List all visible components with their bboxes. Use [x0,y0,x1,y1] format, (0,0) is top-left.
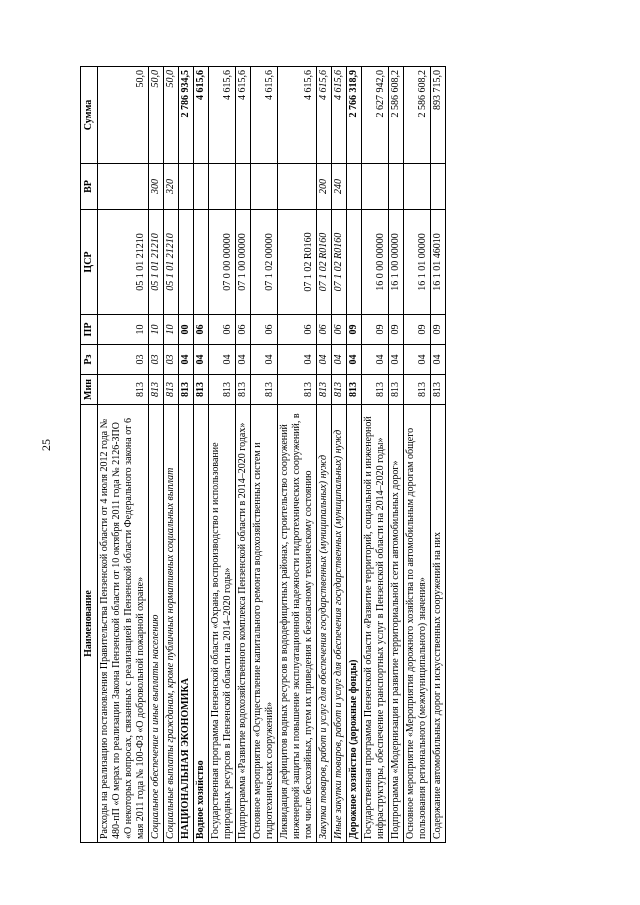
cell-min: 813 [347,375,362,405]
cell-sum: 2 627 942,0 [362,67,389,164]
cell-rz: 04 [209,345,236,375]
budget-table [80,66,446,843]
header-pr: ПР [81,315,98,345]
cell-pr: 06 [332,315,347,345]
cell-vr: 240 [332,164,347,210]
cell-name: Иные закупки товаров, работ и услуг для обеспечения государственных (муниципальных) нужд [332,405,347,843]
cell-sum: 893 715,0 [431,67,446,164]
table-row [194,67,209,843]
cell-pr: 09 [347,315,362,345]
table-row [389,67,404,843]
header-rz: Рз [81,345,98,375]
cell-name: Подпрограмма «Развитие водохозяйственного комплекса Пензенской области в 2014–2020 годах» [236,405,251,843]
cell-name: Основное мероприятие «Мероприятия дорожного хозяйства по автомобильным дорогам общего пользования регионального (межмуниципального) значения» [404,405,431,843]
cell-vr [179,164,194,210]
table-row [209,67,236,843]
cell-name: Основное мероприятие «Осуществление капитального ремонта водохозяйственных систем и гидротехнических сооружений» [251,405,278,843]
cell-name: Водное хозяйство [194,405,209,843]
cell-vr [278,164,317,210]
cell-csr: 16 1 01 00000 [404,210,431,315]
cell-min: 813 [431,375,446,405]
cell-sum: 4 615,6 [236,67,251,164]
cell-name: Содержание автомобильных дорог и искусственных сооружений на них [431,405,446,843]
header-vr: ВР [81,164,98,210]
cell-min: 813 [179,375,194,405]
cell-rz: 04 [431,345,446,375]
cell-name: Государственная программа Пензенской области «Охрана, воспроизводство и использование природных ресурсов в Пензенской области на 2014–2020 годы» [209,405,236,843]
cell-pr: 09 [389,315,404,345]
cell-csr [179,210,194,315]
cell-csr: 07 1 00 00000 [236,210,251,315]
cell-pr: 06 [236,315,251,345]
cell-vr [194,164,209,210]
cell-vr: 320 [164,164,179,210]
cell-sum: 4 615,6 [278,67,317,164]
cell-name: Закупка товаров, работ и услуг для обеспечения государственных (муниципальных) нужд [317,405,332,843]
cell-name: Социальное обеспечение и иные выплаты населению [149,405,164,843]
cell-csr [194,210,209,315]
cell-sum: 4 615,6 [194,67,209,164]
cell-pr: 09 [431,315,446,345]
table-row [149,67,164,843]
cell-csr: 07 1 02 R0160 [278,210,317,315]
table-row [164,67,179,843]
cell-sum: 50,0 [149,67,164,164]
cell-vr [209,164,236,210]
header-csr: ЦСР [81,210,98,315]
cell-rz: 04 [332,345,347,375]
cell-csr: 05 1 01 21210 [149,210,164,315]
cell-min: 813 [98,375,149,405]
cell-min: 813 [404,375,431,405]
table-header-row [81,67,98,843]
cell-min: 813 [149,375,164,405]
cell-rz: 03 [164,345,179,375]
cell-min: 813 [194,375,209,405]
header-sum: Сумма [81,67,98,164]
header-min: Мин [81,375,98,405]
cell-min: 813 [251,375,278,405]
cell-min: 813 [278,375,317,405]
cell-sum: 50,0 [98,67,149,164]
cell-name: Социальные выплаты гражданам, кроме публичных нормативных социальных выплат [164,405,179,843]
cell-pr: 06 [278,315,317,345]
cell-min: 813 [209,375,236,405]
cell-csr: 07 0 00 00000 [209,210,236,315]
cell-vr [404,164,431,210]
cell-rz: 04 [179,345,194,375]
cell-rz: 04 [236,345,251,375]
cell-sum: 2 786 934,5 [179,67,194,164]
page-number: 25 [39,439,53,451]
cell-csr: 16 0 00 00000 [362,210,389,315]
cell-rz: 03 [149,345,164,375]
cell-vr [236,164,251,210]
cell-min: 813 [236,375,251,405]
cell-csr: 16 1 00 00000 [389,210,404,315]
table-row [362,67,389,843]
cell-vr [98,164,149,210]
cell-csr: 05 1 01 21210 [164,210,179,315]
cell-sum: 50,0 [164,67,179,164]
table-row [317,67,332,843]
cell-min: 813 [362,375,389,405]
cell-min: 813 [317,375,332,405]
cell-pr: 06 [194,315,209,345]
cell-vr: 300 [149,164,164,210]
cell-pr: 10 [149,315,164,345]
cell-sum: 2 586 608,2 [404,67,431,164]
cell-name: Ликвидация дефицитов водных ресурсов в вододефицитных районах, строительство сооружений инженерной защиты и повышение эксплуатационной надежности гидротехнических сооружений, в том числе бесхозяйных, путем их приведения к безопасному техническому состоянию [278,405,317,843]
table-row [278,67,317,843]
cell-vr [362,164,389,210]
cell-vr [251,164,278,210]
cell-csr: 07 1 02 R0160 [332,210,347,315]
cell-csr: 07 1 02 00000 [251,210,278,315]
cell-rz: 04 [317,345,332,375]
table-body [98,67,446,843]
cell-pr: 06 [251,315,278,345]
cell-pr: 00 [179,315,194,345]
cell-pr: 10 [164,315,179,345]
cell-csr: 16 1 01 46010 [431,210,446,315]
cell-pr: 10 [98,315,149,345]
cell-vr [431,164,446,210]
cell-csr: 07 1 02 R0160 [317,210,332,315]
table-row [179,67,194,843]
cell-min: 813 [164,375,179,405]
cell-min: 813 [332,375,347,405]
cell-pr: 06 [317,315,332,345]
cell-rz: 04 [278,345,317,375]
cell-csr [347,210,362,315]
cell-sum: 2 766 318,9 [347,67,362,164]
cell-min: 813 [389,375,404,405]
header-name: Наименование [81,405,98,843]
cell-rz: 03 [98,345,149,375]
cell-vr [347,164,362,210]
cell-name: НАЦИОНАЛЬНАЯ ЭКОНОМИКА [179,405,194,843]
cell-pr: 09 [404,315,431,345]
cell-sum: 2 586 608,2 [389,67,404,164]
rotated-table-container [80,67,565,843]
cell-sum: 4 615,6 [317,67,332,164]
cell-rz: 04 [347,345,362,375]
table-row [347,67,362,843]
cell-rz: 04 [362,345,389,375]
cell-vr: 200 [317,164,332,210]
cell-rz: 04 [251,345,278,375]
cell-pr: 09 [362,315,389,345]
cell-rz: 04 [404,345,431,375]
cell-sum: 4 615,6 [209,67,236,164]
table-row [404,67,431,843]
cell-sum: 4 615,6 [251,67,278,164]
cell-name: Расходы на реализацию постановления Правительства Пензенской области от 4 июля 2012 года № 480-пП «О мерах по реализации Закона Пензенской области от 10 октября 2011 года № 2126-ЗПО «О некоторых вопросах, связанных с реализацией в Пензенской области Федерального закона от 6 мая 2011 года № 100-ФЗ «О добровольной пожарной охране» [98,405,149,843]
cell-name: Дорожное хозяйство (дорожные фонды) [347,405,362,843]
cell-rz: 04 [389,345,404,375]
table-row [236,67,251,843]
cell-name: Государственная программа Пензенской области «Развитие территорий, социальной и инженерной инфраструктуры, обеспечение транспортных услуг в Пензенской области на 2014–2020 годы» [362,405,389,843]
table-row [98,67,149,843]
cell-name: Подпрограмма «Модернизация и развитие территориальной сети автомобильных дорог» [389,405,404,843]
cell-sum: 4 615,6 [332,67,347,164]
cell-csr: 05 1 01 21210 [98,210,149,315]
cell-pr: 06 [209,315,236,345]
cell-rz: 04 [194,345,209,375]
table-row [431,67,446,843]
table-row [332,67,347,843]
table-row [251,67,278,843]
cell-vr [389,164,404,210]
